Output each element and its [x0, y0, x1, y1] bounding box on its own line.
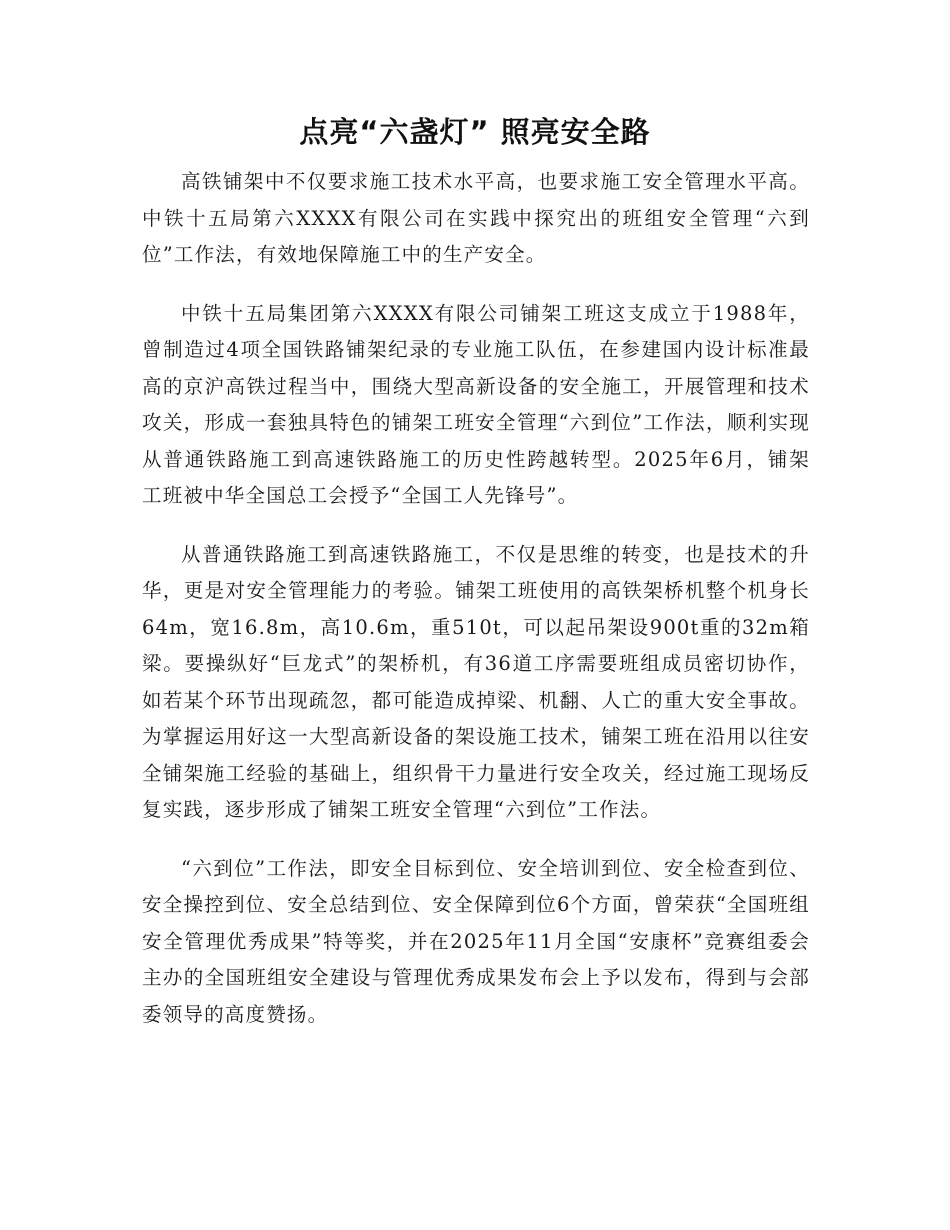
document-title: 点亮“六盏灯” 照亮安全路: [299, 115, 651, 149]
paragraph-4: “六到位”工作法，即安全目标到位、安全培训到位、安全检查到位、安全操控到位、安全总结到位、安全保障到位6个方面，曾荣获“全国班组安全管理优秀成果”特等奖，并在2025年11月全国“安康杯”竞赛组委会主办的全国班组安全建设与管理优秀成果发布会上予以发布，得到与会部委领导的高度赞扬。: [142, 856, 810, 1026]
paragraph-3: 从普通铁路施工到高速铁路施工，不仅是思维的转变，也是技术的升华，更是对安全管理能力的考验。铺架工班使用的高铁架桥机整个机身长64m，宽16.8m，高10.6m，重510t，可以起吊架设900t重的32m箱梁。要操纵好“巨龙式”的架桥机，有36道工序需要班组成员密切协作，如若某个环节出现疏忽，都可能造成掉梁、机翻、人亡的重大安全事故。为掌握运用好这一大型高新设备的架设施工技术，铺架工班在沿用以往安全铺架施工经验的基础上，组织骨干力量进行安全攻关，经过施工现场反复实践，逐步形成了铺架工班安全管理“六到位”工作法。: [142, 542, 810, 821]
paragraph-2: 中铁十五局集团第六XXXX有限公司铺架工班这支成立于1988年，曾制造过4项全国铁路铺架纪录的专业施工队伍，在参建国内设计标准最高的京沪高铁过程当中，围绕大型高新设备的安全施工，开展管理和技术攻关，形成一套独具特色的铺架工班安全管理“六到位”工作法，顺利实现从普通铁路施工到高速铁路施工的历史性跨越转型。2025年6月，铺架工班被中华全国总工会授予“全国工人先锋号”。: [142, 301, 810, 507]
paragraph-1: 高铁铺架中不仅要求施工技术水平高，也要求施工安全管理水平高。中铁十五局第六XXXX有限公司在实践中探究出的班组安全管理“六到位”工作法，有效地保障施工中的生产安全。: [142, 170, 810, 266]
document-body: [142, 164, 810, 1055]
